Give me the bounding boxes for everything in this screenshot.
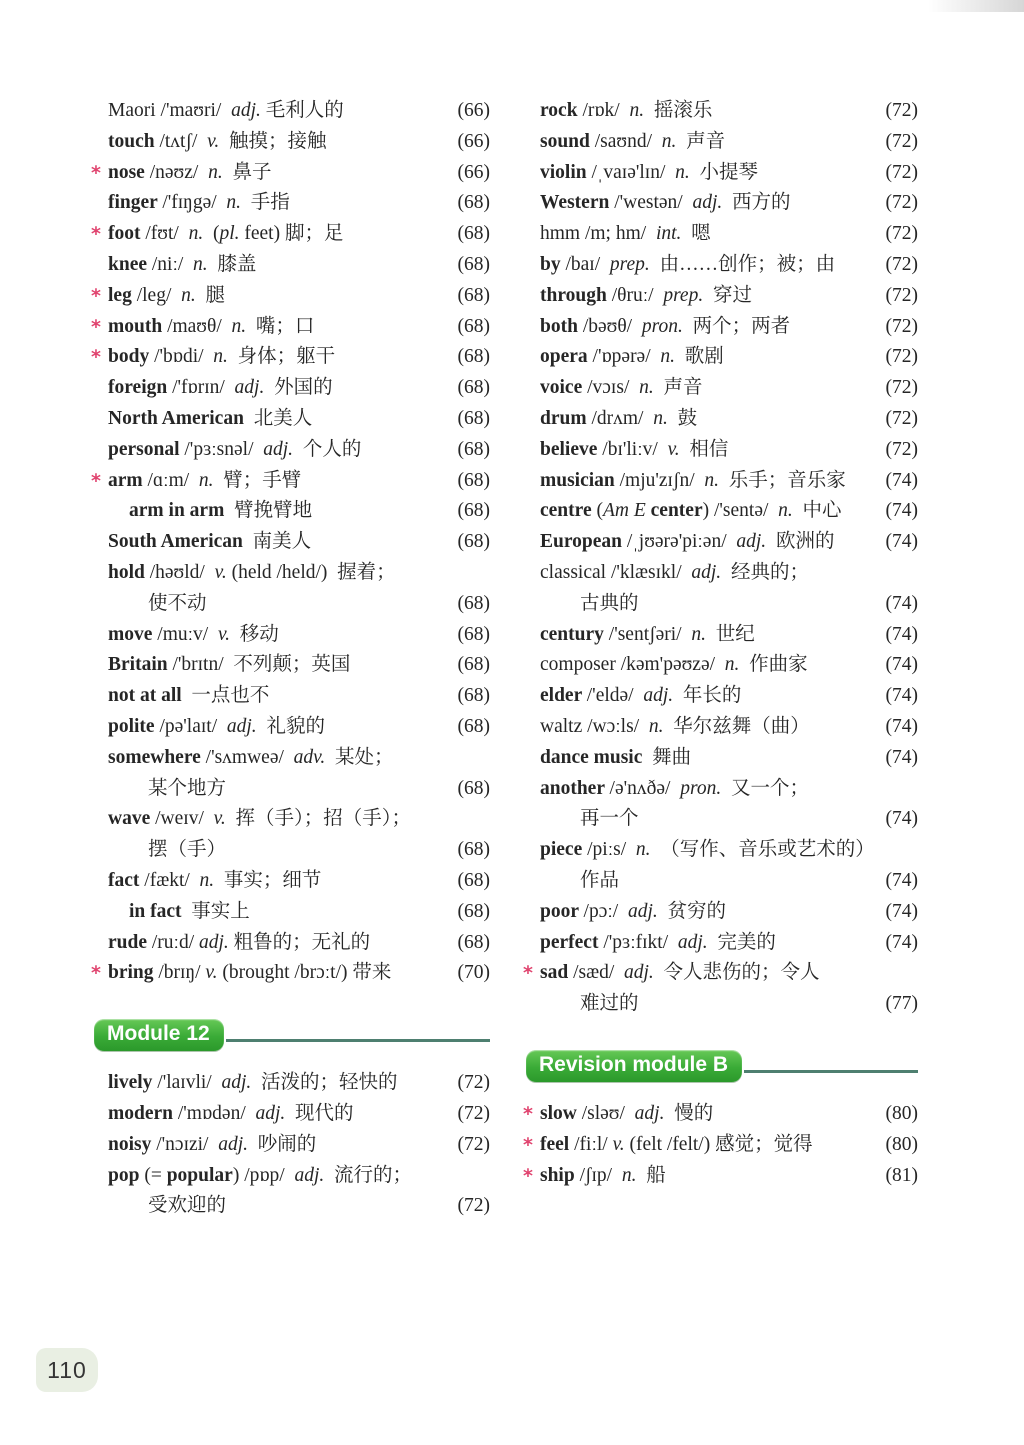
entry-line (91, 158, 490, 189)
entry-text: Western /'westən/ adj. 西方的 (540, 192, 791, 214)
key-word-star-icon: * (523, 1133, 533, 1156)
entry-line (108, 1130, 490, 1161)
entry-text: dance music 舞曲 (540, 746, 692, 768)
entry-line (540, 466, 918, 497)
entry-page-ref: (68) (457, 623, 490, 645)
entry-page-ref: (68) (457, 407, 490, 429)
entry-line (540, 219, 918, 250)
entry-line (91, 958, 490, 989)
entry-line (108, 589, 490, 620)
entry-line (540, 681, 918, 712)
entry-line (108, 650, 490, 681)
entry-page-ref: (74) (885, 654, 918, 676)
entry-text: finger /'fɪŋgə/ n. 手指 (108, 192, 290, 214)
entry-text: composer /kəm'pəʊzə/ n. 作曲家 (540, 654, 808, 676)
page-number: 110 (47, 1356, 87, 1383)
entry-line (540, 743, 918, 774)
entry-text: 某个地方 (148, 777, 227, 799)
entry-line (91, 466, 490, 497)
entry-page-ref: (68) (457, 192, 490, 214)
entry-line (540, 712, 918, 743)
entry-page-ref: (74) (885, 469, 918, 491)
entry-line (540, 435, 918, 466)
entry-line (523, 1161, 918, 1192)
entry-text: by /baɪ/ prep. 由……创作；被；由 (540, 253, 836, 275)
entry-text: feel /fiːl/ v. (felt /felt/) 感觉；觉得 (540, 1133, 813, 1155)
entry-page-ref: (68) (457, 931, 490, 953)
entry-page-ref: (68) (457, 777, 490, 799)
entry-text: touch /tʌtʃ/ v. 触摸；接触 (108, 130, 327, 152)
entry-line (108, 712, 490, 743)
key-word-star-icon: * (523, 962, 533, 985)
module-12-header (94, 1018, 490, 1051)
entry-text: hold /həʊld/ v. (held /held/) 握着； (108, 561, 396, 583)
entry-line (108, 897, 490, 928)
entry-text: 作品 (580, 869, 620, 891)
entry-page-ref: (77) (885, 993, 918, 1015)
entry-text: wave /weɪv/ v. 挥（手）；招（手）； (108, 808, 411, 830)
entry-page-ref: (74) (885, 531, 918, 553)
entry-line (523, 958, 918, 989)
entry-text: arm in arm 臂挽臂地 (129, 500, 313, 522)
entry-line (540, 188, 918, 219)
entry-page-ref: (74) (885, 500, 918, 522)
entry-line (108, 435, 490, 466)
entry-text: believe /bɪ'liːv/ v. 相信 (540, 438, 729, 460)
entry-text: South American 南美人 (108, 531, 312, 553)
entry-line (108, 558, 490, 589)
revision-module-b-header (526, 1049, 918, 1082)
entry-line (540, 281, 918, 312)
entry-line (540, 989, 918, 1020)
entry-line (108, 1068, 490, 1099)
entry-page-ref: (68) (457, 715, 490, 737)
entry-page-ref: (72) (885, 284, 918, 306)
entry-text: pop (= popular) /pɒp/ adj. 流行的； (108, 1164, 413, 1186)
entry-text: 古典的 (580, 592, 639, 614)
entry-text: slow /sləʊ/ adj. 慢的 (540, 1102, 714, 1124)
entry-page-ref: (74) (885, 685, 918, 707)
entry-text: classical /'klæsɪkl/ adj. 经典的； (540, 561, 809, 583)
entry-line (540, 866, 918, 897)
entry-line (108, 96, 490, 127)
entry-text: knee /niː/ n. 膝盖 (108, 253, 257, 275)
entry-page-ref: (72) (885, 253, 918, 275)
entry-text: hmm /m; hm/ int. 嗯 (540, 223, 711, 245)
entry-page-ref: (68) (457, 500, 490, 522)
entry-text: violin /ˌvaɪə'lɪn/ n. 小提琴 (540, 161, 759, 183)
left-column (91, 96, 490, 1222)
page-number-badge (36, 1348, 98, 1392)
entry-text: body /'bɒdi/ n. 身体；躯干 (108, 346, 336, 368)
entry-line (91, 281, 490, 312)
module-12-badge: Module 12 (94, 1019, 224, 1051)
entry-page-ref: (68) (457, 377, 490, 399)
entry-text: 使不动 (148, 592, 207, 614)
entry-text: Maori /'maʊri/ adj. 毛利人的 (108, 100, 344, 121)
entry-page-ref: (70) (457, 962, 490, 984)
entry-line (540, 250, 918, 281)
entry-text: piece /piːs/ n. （写作、音乐或艺术的） (540, 839, 875, 861)
entry-line (108, 620, 490, 651)
entry-line (540, 527, 918, 558)
entry-text: move /muːv/ v. 移动 (108, 623, 279, 645)
entry-text: nose /nəʊz/ n. 鼻子 (108, 161, 272, 183)
entry-line (108, 774, 490, 805)
key-word-star-icon: * (523, 1102, 533, 1125)
entry-line (523, 1099, 918, 1130)
entry-page-ref: (72) (885, 346, 918, 368)
entry-line (540, 158, 918, 189)
entry-page-ref: (68) (457, 284, 490, 306)
entry-page-ref: (74) (885, 931, 918, 953)
entry-text: modern /'mɒdən/ adj. 现代的 (108, 1102, 354, 1124)
entry-page-ref: (72) (457, 1195, 490, 1217)
entry-text: in fact 事实上 (129, 900, 250, 922)
entry-line (108, 835, 490, 866)
entry-line (540, 804, 918, 835)
entry-page-ref: (66) (457, 161, 490, 183)
entry-text: bring /brɪŋ/ v. (brought /brɔːt/) 带来 (108, 962, 392, 984)
key-word-star-icon: * (91, 962, 101, 985)
entry-page-ref: (68) (457, 869, 490, 891)
entry-text: 受欢迎的 (148, 1195, 227, 1217)
entry-page-ref: (72) (457, 1072, 490, 1094)
entry-line (91, 312, 490, 343)
entry-page-ref: (80) (885, 1102, 918, 1124)
entry-line (540, 342, 918, 373)
entry-page-ref: (80) (885, 1133, 918, 1155)
entry-text: another /ə'nʌðə/ pron. 又一个； (540, 777, 809, 799)
entry-line (523, 1130, 918, 1161)
entry-page-ref: (72) (885, 100, 918, 121)
entry-text: waltz /wɔːls/ n. 华尔兹舞（曲） (540, 715, 810, 737)
entry-page-ref: (74) (885, 592, 918, 614)
entry-text: fact /fækt/ n. 事实；细节 (108, 869, 322, 891)
entry-text: 再一个 (580, 808, 639, 830)
entry-page-ref: (74) (885, 715, 918, 737)
entry-text: both /bəʊθ/ pron. 两个；两者 (540, 315, 791, 337)
key-word-star-icon: * (91, 469, 101, 492)
entry-text: not at all 一点也不 (108, 685, 270, 707)
entry-line (108, 250, 490, 281)
entry-line (108, 496, 490, 527)
entry-text: poor /pɔː/ adj. 贫穷的 (540, 900, 727, 922)
entry-line (108, 681, 490, 712)
entry-page-ref: (74) (885, 808, 918, 830)
entry-page-ref: (68) (457, 839, 490, 861)
entry-text: leg /leg/ n. 腿 (108, 284, 226, 306)
entry-page-ref: (68) (457, 469, 490, 491)
entry-page-ref: (68) (457, 592, 490, 614)
entry-line (108, 188, 490, 219)
entry-text: 难过的 (580, 993, 639, 1015)
entry-page-ref: (68) (457, 346, 490, 368)
entry-text: lively /'laɪvli/ adj. 活泼的；轻快的 (108, 1072, 398, 1094)
entry-line (540, 96, 918, 127)
section-rule (226, 1039, 490, 1042)
key-word-star-icon: * (91, 284, 101, 307)
entry-line (540, 928, 918, 959)
entry-text: European /ˌjʊərə'piːən/ adj. 欧洲的 (540, 531, 835, 553)
entry-line (108, 928, 490, 959)
entry-page-ref: (72) (885, 223, 918, 245)
entry-page-ref: (74) (885, 746, 918, 768)
entry-text: Britain /'brɪtn/ 不列颠；英国 (108, 654, 351, 676)
entry-text: perfect /'pɜːfɪkt/ adj. 完美的 (540, 931, 776, 953)
entry-text: sad /sæd/ adj. 令人悲伤的；令人 (540, 962, 820, 984)
right-column (523, 96, 918, 1191)
entry-line (540, 589, 918, 620)
entry-line (540, 404, 918, 435)
entry-text: rude /ruːd/ adj. 粗鲁的；无礼的 (108, 931, 371, 953)
entry-line (108, 866, 490, 897)
entry-text: arm /ɑːm/ n. 臂；手臂 (108, 469, 302, 491)
entry-line (91, 342, 490, 373)
entry-text: somewhere /'sʌmweə/ adv. 某处； (108, 746, 394, 768)
entry-line (540, 897, 918, 928)
entry-line (108, 1161, 490, 1192)
entry-line (108, 404, 490, 435)
entry-line (540, 373, 918, 404)
revision-module-b-badge: Revision module B (526, 1050, 742, 1082)
entry-text: 摆（手） (148, 839, 227, 861)
entry-page-ref: (81) (885, 1164, 918, 1186)
entry-page-ref: (66) (457, 100, 490, 121)
entry-text: centre (Am E center) /'sentə/ n. 中心 (540, 500, 842, 522)
entry-line (540, 127, 918, 158)
entry-line (540, 835, 918, 866)
entry-page-ref: (72) (885, 407, 918, 429)
entry-page-ref: (68) (457, 253, 490, 275)
entry-line (108, 1099, 490, 1130)
entry-text: foot /fʊt/ n. (pl. feet) 脚；足 (108, 223, 344, 245)
entry-page-ref: (66) (457, 130, 490, 152)
entry-page-ref: (68) (457, 223, 490, 245)
entry-page-ref: (72) (885, 161, 918, 183)
entry-page-ref: (68) (457, 531, 490, 553)
entry-line (108, 527, 490, 558)
scan-edge-artifact (928, 0, 1024, 12)
entry-text: century /'sentʃəri/ n. 世纪 (540, 623, 755, 645)
entry-page-ref: (68) (457, 654, 490, 676)
entry-page-ref: (68) (457, 685, 490, 707)
entry-text: voice /vɔɪs/ n. 声音 (540, 377, 703, 399)
entry-page-ref: (72) (885, 130, 918, 152)
entry-text: personal /'pɜːsnəl/ adj. 个人的 (108, 438, 362, 460)
section-rule (744, 1070, 918, 1073)
entry-line (91, 219, 490, 250)
entry-page-ref: (72) (457, 1133, 490, 1155)
entry-line (540, 558, 918, 589)
entry-text: sound /saʊnd/ n. 声音 (540, 130, 726, 152)
key-word-star-icon: * (91, 161, 101, 184)
entry-text: foreign /'fɒrɪn/ adj. 外国的 (108, 377, 333, 399)
entry-text: rock /rɒk/ n. 摇滚乐 (540, 100, 713, 121)
entry-page-ref: (72) (457, 1102, 490, 1124)
entry-line (540, 496, 918, 527)
entry-page-ref: (72) (885, 377, 918, 399)
entry-line (540, 620, 918, 651)
entry-page-ref: (74) (885, 869, 918, 891)
entry-page-ref: (72) (885, 438, 918, 460)
entry-text: ship /ʃɪp/ n. 船 (540, 1164, 666, 1186)
entry-text: noisy /'nɔɪzi/ adj. 吵闹的 (108, 1133, 317, 1155)
key-word-star-icon: * (91, 223, 101, 246)
entry-text: through /θruː/ prep. 穿过 (540, 284, 752, 306)
entry-text: elder /'eldə/ adj. 年长的 (540, 685, 742, 707)
entry-text: North American 北美人 (108, 407, 313, 429)
entry-line (108, 373, 490, 404)
entry-page-ref: (74) (885, 623, 918, 645)
entry-page-ref: (74) (885, 900, 918, 922)
entry-page-ref: (68) (457, 438, 490, 460)
key-word-star-icon: * (91, 315, 101, 338)
entry-text: opera /'ɒpərə/ n. 歌剧 (540, 346, 724, 368)
entry-line (540, 650, 918, 681)
key-word-star-icon: * (91, 346, 101, 369)
key-word-star-icon: * (523, 1164, 533, 1187)
entry-line (540, 774, 918, 805)
entry-page-ref: (72) (885, 315, 918, 337)
entry-text: drum /drʌm/ n. 鼓 (540, 407, 698, 429)
entry-line (540, 312, 918, 343)
entry-page-ref: (68) (457, 315, 490, 337)
entry-page-ref: (72) (885, 192, 918, 214)
entry-text: mouth /maʊθ/ n. 嘴；口 (108, 315, 315, 337)
entry-line (108, 1191, 490, 1222)
entry-line (108, 127, 490, 158)
entry-line (108, 804, 490, 835)
entry-text: polite /pə'laɪt/ adj. 礼貌的 (108, 715, 325, 737)
entry-page-ref: (68) (457, 900, 490, 922)
entry-text: musician /mju'zɪʃn/ n. 乐手；音乐家 (540, 469, 846, 491)
entry-line (108, 743, 490, 774)
